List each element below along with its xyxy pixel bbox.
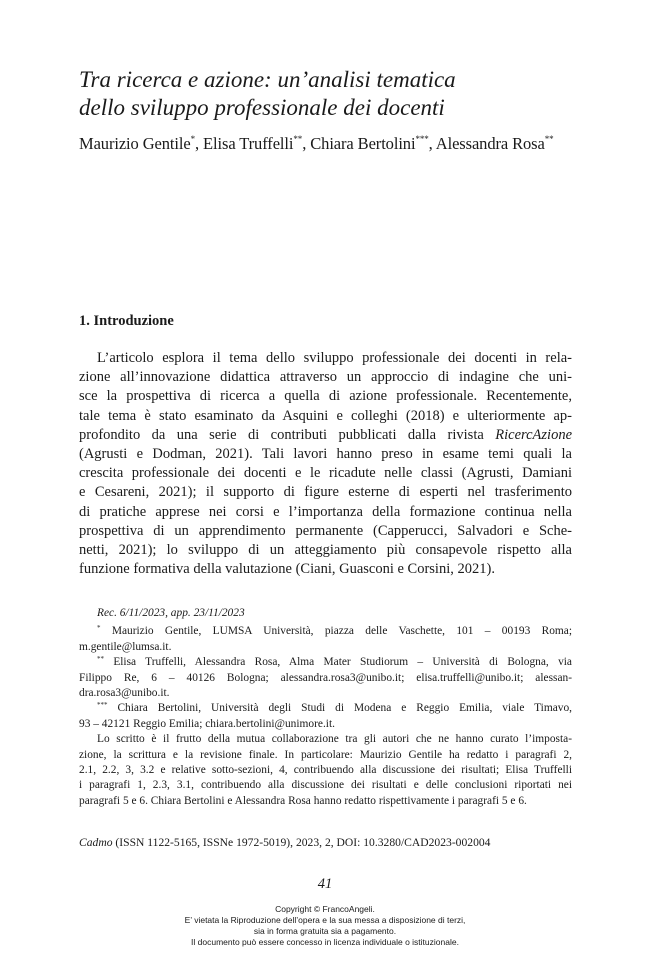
page-number: 41 [317, 876, 333, 892]
copyright-line: sia in forma gratuita sia a pagamento. [253, 926, 397, 936]
footnote-line: dra.rosa3@unibo.it. [79, 687, 170, 700]
footnote-line: m.gentile@lumsa.it. [79, 640, 172, 653]
title-line-2: dello sviluppo professionale dei docenti [79, 95, 445, 120]
contribution-line: paragrafi 5 e 6. Chiara Bertolini e Alessandra Rosa hanno redatto rispettivamente i paragrafi 5 e 6. [79, 794, 527, 807]
author-name: Alessandra Rosa [435, 134, 545, 153]
author-separator: , [302, 134, 311, 153]
author-separator: , [428, 134, 436, 153]
author-name: Elisa Truffelli [203, 134, 294, 153]
section-heading: 1. Introduzione [79, 313, 174, 329]
body-line: netti, 2021); lo sviluppo di un atteggiamento più consapevole rispetto alla [79, 542, 572, 559]
body-line: prospettiva di un apprendimento permanente (Capperucci, Salvadori e Sche- [79, 522, 572, 539]
contribution-line: 2.1, 2.2, 3, 3.2 e relative sotto-sezioni, 4, contribuendo alla discussione dei risultati; Elisa Truffelli [79, 764, 572, 777]
body-line-text: profondito da una serie di contributi pubblicati dalla rivista [79, 426, 484, 443]
author-list [79, 134, 599, 154]
copyright-line: Copyright © FrancoAngeli. [275, 904, 375, 914]
contribution-line: zione, la scrittura e la revisione finale. In particolare: Maurizio Gentile ha redatto i paragrafi 2, [79, 748, 572, 761]
body-line: sce la prospettiva di ricerca a quella di azione professionale. Recentemente, [79, 388, 572, 405]
author-mark: ** [293, 134, 303, 144]
body-line: di pratiche apprese nei corsi e l’importanza della formazione continua nella [79, 503, 572, 520]
footnote-mark: ** [97, 655, 104, 664]
footnote-line: 93 – 42121 Reggio Emilia; chiara.bertolini@unimore.it. [79, 717, 335, 730]
journal-title: Cadmo [79, 836, 113, 849]
journal-details: (ISSN 1122-5165, ISSNe 1972-5019), 2023, 2, DOI: 10.3280/CAD2023-002004 [112, 836, 491, 849]
article-title [79, 66, 599, 122]
body-line: L’articolo esplora il tema dello sviluppo professionale dei docenti in rela- [97, 350, 572, 366]
body-paragraph [79, 349, 572, 579]
body-line: tale tema è stato esaminato da Asquini e colleghi (2018) e ulteriormente ap- [79, 407, 572, 424]
body-line: (Agrusti e Dodman, 2021). Tali lavori hanno preso in esame temi quali la [79, 446, 572, 463]
footnote-line: Filippo Re, 6 – 40126 Bologna; alessandra.rosa3@unibo.it; elisa.truffelli@unibo.it; alessan- [79, 671, 572, 684]
footnote-text: Chiara Bertolini, Università degli Studi di Modena e Reggio Emilia, viale Timavo, [117, 702, 572, 715]
body-line: e Cesareni, 2021); il supporto di figure esterne di esperti nel trasferimento [79, 484, 572, 501]
author-name: Maurizio Gentile [79, 134, 191, 153]
journal-citation [79, 836, 490, 849]
footnote-line [79, 655, 572, 670]
author-mark: ** [544, 134, 554, 144]
footnote-mark: *** [97, 701, 108, 710]
copyright-line: Il documento può essere concesso in licenza individuale o istituzionale. [191, 937, 459, 947]
author-mark: * [190, 134, 195, 144]
author-separator: , [194, 134, 204, 153]
footnote-mark: * [97, 624, 101, 633]
footnote-text: Maurizio Gentile, LUMSA Università, piazza delle Vaschette, 101 – 00193 Roma; [111, 625, 572, 638]
body-line: funzione formativa della valutazione (Ciani, Guasconi e Corsini, 2021). [79, 561, 495, 578]
copyright-notice [0, 904, 650, 948]
author-mark: *** [415, 134, 429, 144]
title-line-1: Tra ricerca e azione: un’analisi tematica [79, 67, 456, 92]
copyright-line: E’ vietata la Riproduzione dell’opera e la sua messa a disposizione di terzi, [184, 915, 466, 925]
footnote-line [79, 624, 572, 639]
body-line: zione all’innovazione didattica attraverso un approccio di indagine che uni- [79, 369, 572, 386]
author-name: Chiara Bertolini [310, 134, 416, 153]
footnotes [79, 606, 572, 809]
received-date: Rec. 6/11/2023, app. 23/11/2023 [97, 607, 245, 619]
footnote-text: Elisa Truffelli, Alessandra Rosa, Alma Mater Studiorum – Università di Bologna, via [113, 656, 572, 669]
body-line: crescita professionale dei docenti e le ricadute nelle classi (Agrusti, Damiani [79, 465, 572, 482]
body-line [79, 426, 572, 445]
contribution-line: i paragrafi 1, 2.3, 3.1, contribuendo alla discussione dei risultati e delle conclusioni riportati nei [79, 779, 572, 792]
journal-name: RicercAzione [495, 426, 573, 443]
footnote-line [79, 701, 572, 716]
contribution-line: Lo scritto è il frutto della mutua collaborazione tra gli autori che ne hanno curato l’imposta- [97, 733, 572, 746]
